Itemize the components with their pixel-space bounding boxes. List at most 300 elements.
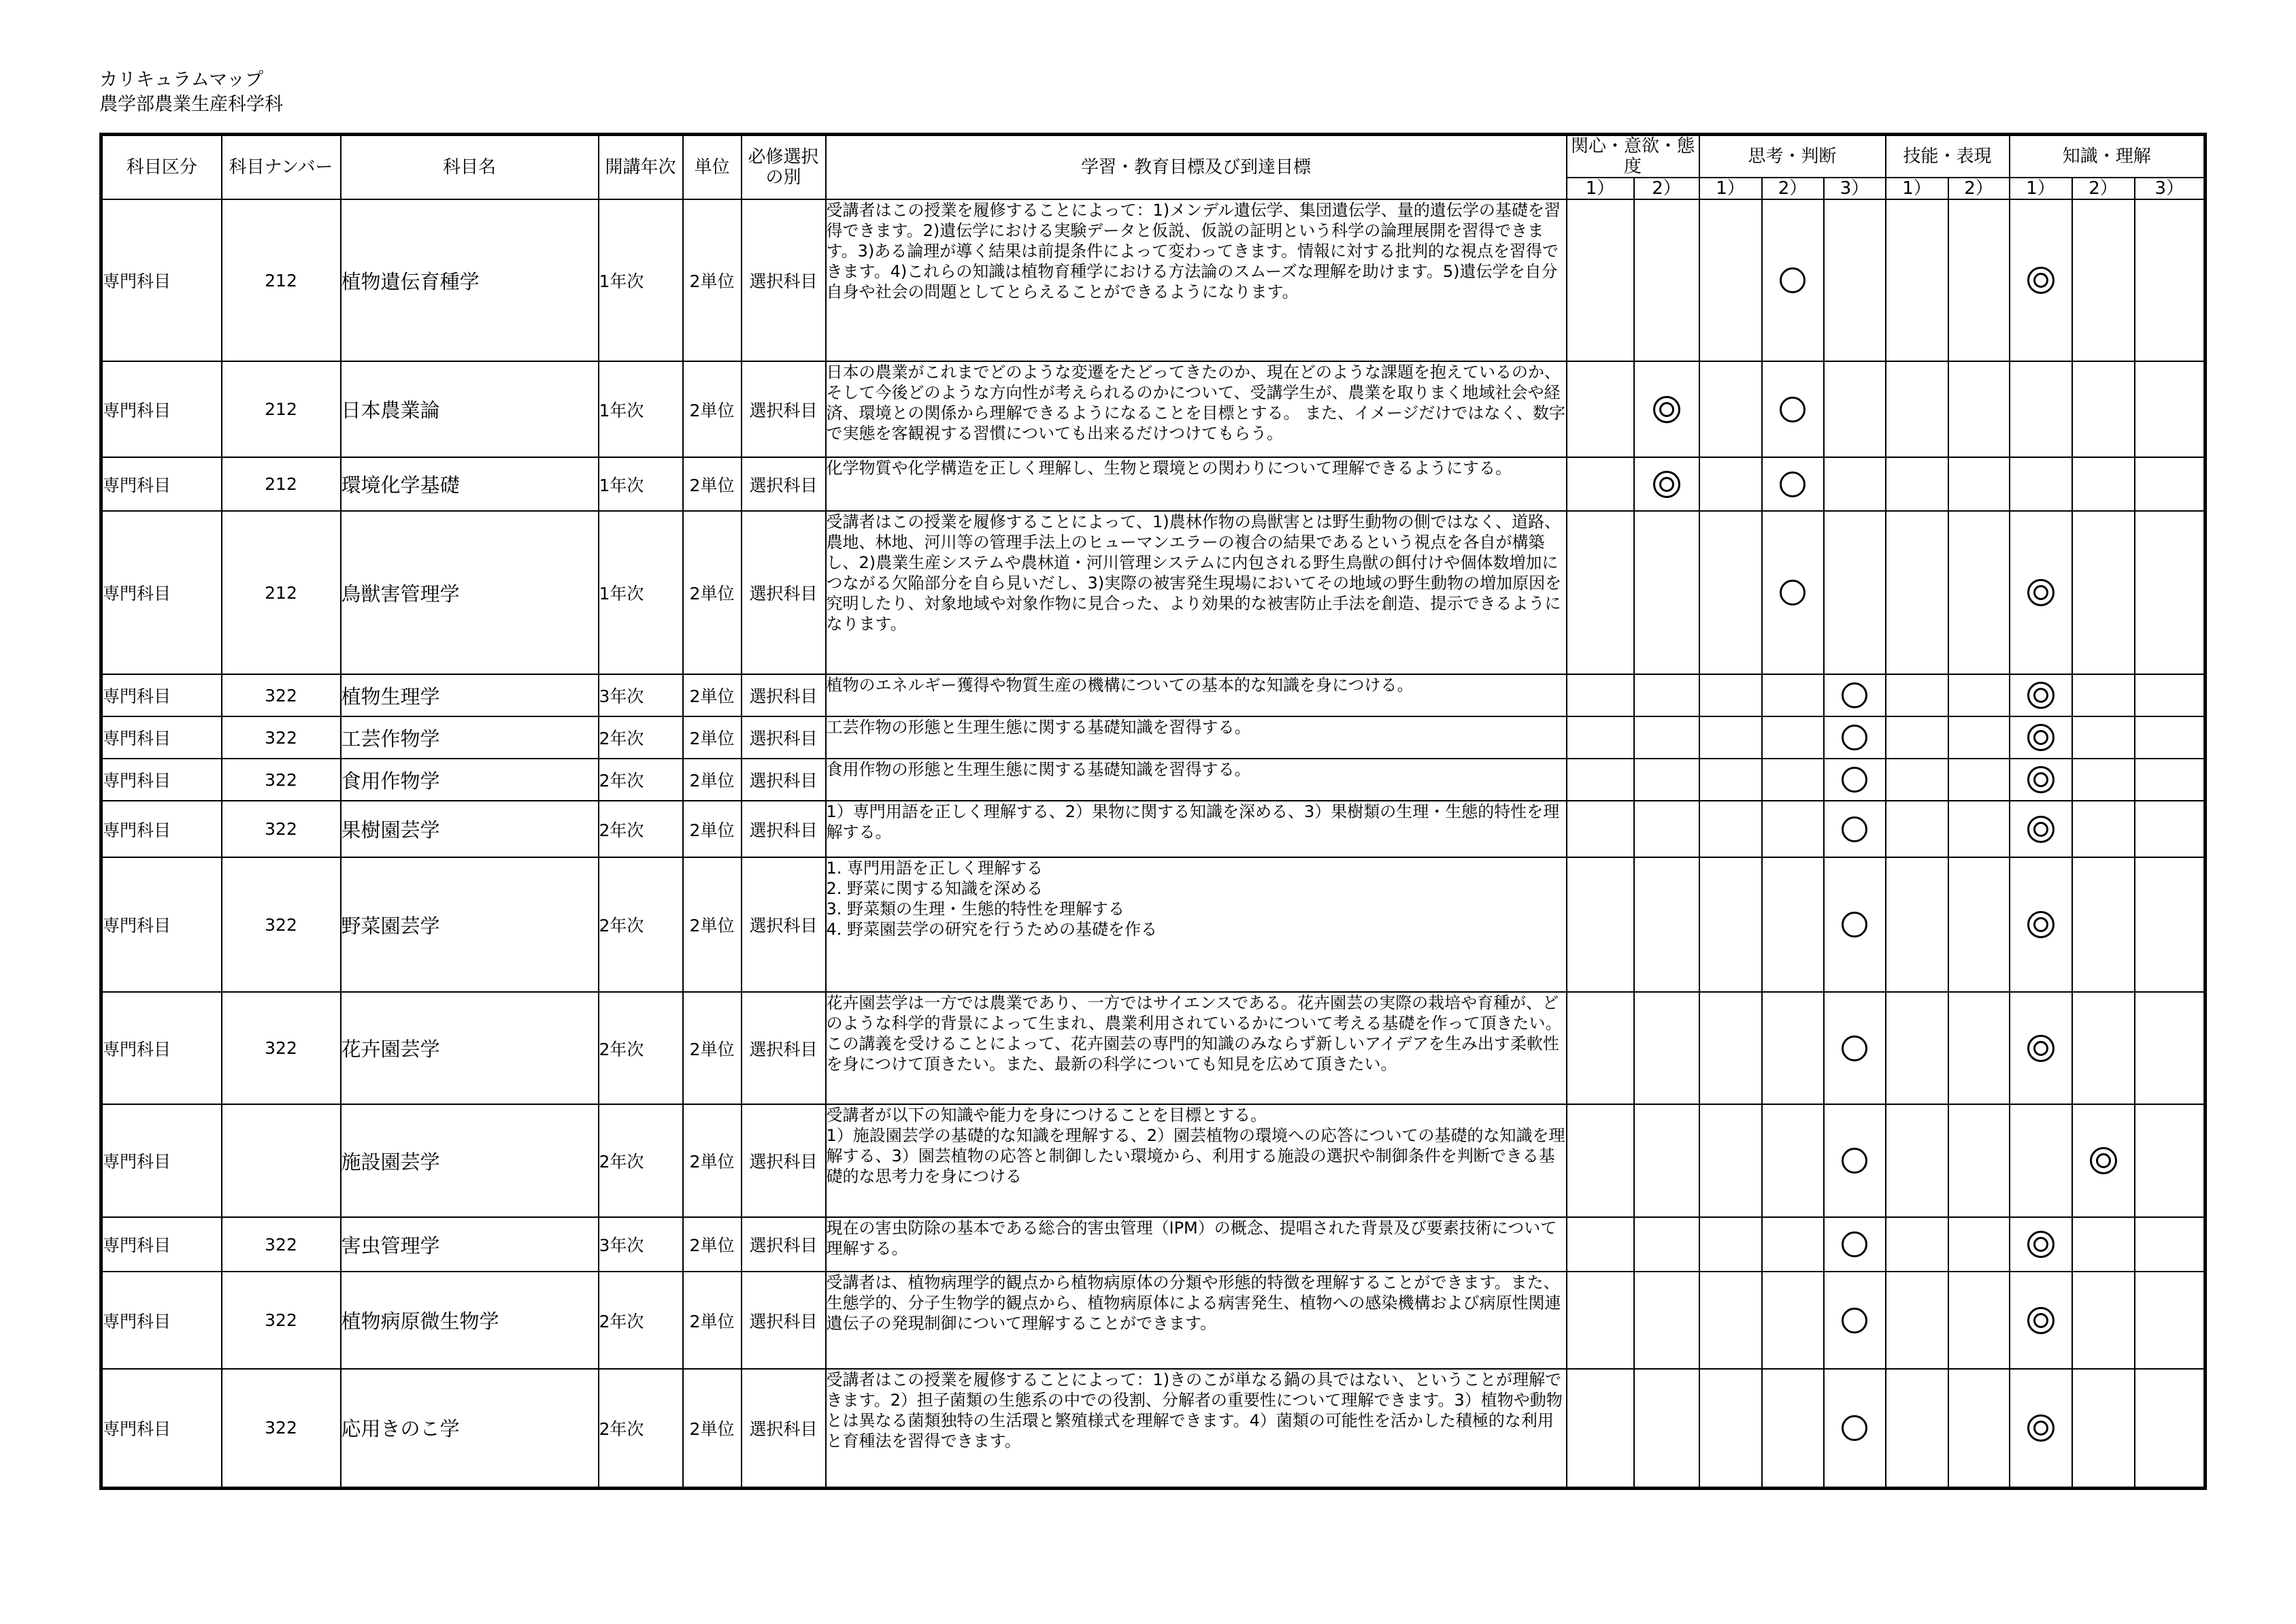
mark-cell bbox=[1699, 199, 1762, 361]
mark-cell bbox=[2072, 1369, 2135, 1488]
mark-cell bbox=[1824, 1369, 1886, 1488]
mark-cell bbox=[2072, 759, 2135, 801]
title-block bbox=[99, 68, 283, 117]
subheader-thinking-1: 1） bbox=[1699, 178, 1762, 199]
mark-cell bbox=[2010, 361, 2072, 457]
mark-cell bbox=[1886, 1369, 1948, 1488]
subject-required: 選択科目 bbox=[742, 674, 826, 716]
subject-required: 選択科目 bbox=[742, 1369, 826, 1488]
subheader-knowledge-3: 3） bbox=[2135, 178, 2206, 199]
double-circle-mark-icon bbox=[2027, 911, 2054, 938]
subject-number: 212 bbox=[222, 361, 341, 457]
mark-cell bbox=[1948, 1217, 2010, 1272]
subject-year: 1年次 bbox=[599, 199, 683, 361]
mark-cell bbox=[1762, 1217, 1824, 1272]
circle-mark-icon bbox=[1842, 816, 1867, 842]
double-circle-mark-icon bbox=[2027, 1035, 2054, 1062]
mark-cell bbox=[2072, 1217, 2135, 1272]
mark-cell bbox=[2010, 857, 2072, 992]
mark-cell bbox=[2072, 199, 2135, 361]
mark-cell bbox=[2010, 511, 2072, 674]
double-circle-mark-icon bbox=[1653, 471, 1680, 498]
subject-year: 2年次 bbox=[599, 759, 683, 801]
subject-name: 工芸作物学 bbox=[341, 716, 599, 759]
subject-number: 322 bbox=[222, 1272, 341, 1369]
subject-category: 専門科目 bbox=[101, 759, 222, 801]
mark-cell bbox=[1634, 457, 1699, 511]
mark-cell bbox=[1699, 716, 1762, 759]
circle-mark-icon bbox=[1842, 1231, 1867, 1257]
circle-mark-icon bbox=[1780, 397, 1806, 422]
subheader-thinking-2: 2） bbox=[1762, 178, 1824, 199]
curriculum-map-table bbox=[99, 133, 2207, 1490]
subject-credit: 2単位 bbox=[683, 1369, 742, 1488]
mark-cell bbox=[1634, 759, 1699, 801]
double-circle-mark-icon bbox=[2027, 1307, 2054, 1334]
mark-cell bbox=[1762, 1272, 1824, 1369]
mark-cell bbox=[1824, 1217, 1886, 1272]
subject-required: 選択科目 bbox=[742, 1272, 826, 1369]
mark-cell bbox=[1886, 1272, 1948, 1369]
double-circle-mark-icon bbox=[2027, 1231, 2054, 1258]
subheader-interest-1: 1） bbox=[1567, 178, 1634, 199]
mark-cell bbox=[2072, 457, 2135, 511]
subject-credit: 2単位 bbox=[683, 1104, 742, 1217]
subject-credit: 2単位 bbox=[683, 1272, 742, 1369]
table-row bbox=[101, 716, 2206, 759]
subject-objective: 化学物質や化学構造を正しく理解し、生物と環境との関わりについて理解できるようにする。 bbox=[826, 457, 1567, 511]
subject-year: 2年次 bbox=[599, 992, 683, 1104]
mark-cell bbox=[1762, 801, 1824, 857]
mark-cell bbox=[1762, 199, 1824, 361]
mark-cell bbox=[1948, 992, 2010, 1104]
mark-cell bbox=[2072, 1104, 2135, 1217]
mark-cell bbox=[1824, 716, 1886, 759]
subject-number: 212 bbox=[222, 199, 341, 361]
subject-credit: 2単位 bbox=[683, 674, 742, 716]
subject-category: 専門科目 bbox=[101, 361, 222, 457]
mark-cell bbox=[1634, 1104, 1699, 1217]
subject-credit: 2単位 bbox=[683, 857, 742, 992]
mark-cell bbox=[1699, 1217, 1762, 1272]
subject-name: 植物遺伝育種学 bbox=[341, 199, 599, 361]
mark-cell bbox=[2072, 992, 2135, 1104]
table-row bbox=[101, 199, 2206, 361]
subject-number: 322 bbox=[222, 992, 341, 1104]
circle-mark-icon bbox=[1842, 1148, 1867, 1174]
subject-category: 専門科目 bbox=[101, 801, 222, 857]
mark-cell bbox=[1762, 361, 1824, 457]
mark-cell bbox=[1699, 1369, 1762, 1488]
mark-cell bbox=[1567, 801, 1634, 857]
table-row bbox=[101, 1272, 2206, 1369]
table-row bbox=[101, 361, 2206, 457]
mark-cell bbox=[1634, 674, 1699, 716]
header-number: 科目ナンバー bbox=[222, 135, 341, 200]
subject-number: 322 bbox=[222, 857, 341, 992]
subject-category: 専門科目 bbox=[101, 716, 222, 759]
circle-mark-icon bbox=[1842, 682, 1867, 708]
double-circle-mark-icon bbox=[2090, 1147, 2117, 1174]
mark-cell bbox=[2135, 457, 2206, 511]
table-row bbox=[101, 992, 2206, 1104]
header-name: 科目名 bbox=[341, 135, 599, 200]
subject-name: 野菜園芸学 bbox=[341, 857, 599, 992]
mark-cell bbox=[1567, 457, 1634, 511]
subject-year: 3年次 bbox=[599, 674, 683, 716]
mark-cell bbox=[2135, 1217, 2206, 1272]
subject-objective: 現在の害虫防除の基本である総合的害虫管理（IPM）の概念、提唱された背景及び要素技術について理解する。 bbox=[826, 1217, 1567, 1272]
mark-cell bbox=[1948, 457, 2010, 511]
subject-required: 選択科目 bbox=[742, 801, 826, 857]
mark-cell bbox=[1762, 716, 1824, 759]
subject-credit: 2単位 bbox=[683, 361, 742, 457]
subject-required: 選択科目 bbox=[742, 1104, 826, 1217]
mark-cell bbox=[1567, 992, 1634, 1104]
subject-credit: 2単位 bbox=[683, 759, 742, 801]
double-circle-mark-icon bbox=[2027, 682, 2054, 709]
table-row bbox=[101, 511, 2206, 674]
subject-name: 応用きのこ学 bbox=[341, 1369, 599, 1488]
table-row bbox=[101, 674, 2206, 716]
mark-cell bbox=[1634, 716, 1699, 759]
mark-cell bbox=[1824, 1272, 1886, 1369]
subject-objective: 受講者はこの授業を履修することによって：1)メンデル遺伝学、集団遺伝学、量的遺伝学の基礎を習得できます。2)遺伝学における実験データと仮説、仮説の証明という科学の論理展開を習得できます。3)ある論理が導く結果は前提条件によって変わってきます。情報に対する批判的な視点を習得できます。4)これらの知識は植物育種学における方法論のスムーズな理解を助けます。5)遺伝学を自分自身や社会の問題としてとらえることができるようになります。 bbox=[826, 199, 1567, 361]
header-group-skill: 技能・表現 bbox=[1886, 135, 2010, 178]
circle-mark-icon bbox=[1842, 1415, 1867, 1441]
subject-objective: 1）専門用語を正しく理解する、2）果物に関する知識を深める、3）果樹類の生理・生態的特性を理解する。 bbox=[826, 801, 1567, 857]
mark-cell bbox=[2135, 1272, 2206, 1369]
subject-name: 植物病原微生物学 bbox=[341, 1272, 599, 1369]
subject-required: 選択科目 bbox=[742, 361, 826, 457]
mark-cell bbox=[1948, 857, 2010, 992]
subject-year: 2年次 bbox=[599, 801, 683, 857]
double-circle-mark-icon bbox=[2027, 724, 2054, 751]
mark-cell bbox=[2010, 1272, 2072, 1369]
header-year: 開講年次 bbox=[599, 135, 683, 200]
header-objectives: 学習・教育目標及び到達目標 bbox=[826, 135, 1567, 200]
mark-cell bbox=[1634, 1217, 1699, 1272]
mark-cell bbox=[1948, 511, 2010, 674]
mark-cell bbox=[2072, 1272, 2135, 1369]
mark-cell bbox=[1762, 857, 1824, 992]
mark-cell bbox=[1699, 759, 1762, 801]
mark-cell bbox=[1634, 511, 1699, 674]
page-subtitle: 農学部農業生産科学科 bbox=[99, 94, 283, 115]
subject-category: 専門科目 bbox=[101, 199, 222, 361]
subject-objective: 食用作物の形態と生理生態に関する基礎知識を習得する。 bbox=[826, 759, 1567, 801]
subject-objective: 花卉園芸学は一方では農業であり、一方ではサイエンスである。花卉園芸の実際の栽培や育種が、どのような科学的背景によって生まれ、農業利用されているかについて考える基礎を作って頂きたい。この講義を受けることによって、花卉園芸の専門的知識のみならず新しいアイデアを生み出す柔軟性を身につけて頂きたい。また、最新の科学についても知見を広めて頂きたい。 bbox=[826, 992, 1567, 1104]
mark-cell bbox=[1762, 759, 1824, 801]
mark-cell bbox=[1699, 457, 1762, 511]
mark-cell bbox=[2072, 361, 2135, 457]
circle-mark-icon bbox=[1842, 912, 1867, 938]
subject-credit: 2単位 bbox=[683, 199, 742, 361]
mark-cell bbox=[1762, 1104, 1824, 1217]
mark-cell bbox=[1699, 1272, 1762, 1369]
mark-cell bbox=[1762, 992, 1824, 1104]
mark-cell bbox=[1948, 801, 2010, 857]
mark-cell bbox=[2010, 759, 2072, 801]
mark-cell bbox=[1824, 801, 1886, 857]
subheader-knowledge-1: 1） bbox=[2010, 178, 2072, 199]
mark-cell bbox=[1948, 1369, 2010, 1488]
table-row bbox=[101, 857, 2206, 992]
subject-credit: 2単位 bbox=[683, 511, 742, 674]
subject-year: 3年次 bbox=[599, 1217, 683, 1272]
subheader-interest-2: 2） bbox=[1634, 178, 1699, 199]
subject-credit: 2単位 bbox=[683, 457, 742, 511]
mark-cell bbox=[1567, 511, 1634, 674]
mark-cell bbox=[2135, 1369, 2206, 1488]
subject-required: 選択科目 bbox=[742, 857, 826, 992]
subject-number bbox=[222, 1104, 341, 1217]
mark-cell bbox=[2010, 1217, 2072, 1272]
mark-cell bbox=[1567, 716, 1634, 759]
table-row bbox=[101, 1104, 2206, 1217]
mark-cell bbox=[1824, 199, 1886, 361]
header-category: 科目区分 bbox=[101, 135, 222, 200]
subject-objective: 受講者はこの授業を履修することによって：1)きのこが単なる鍋の具ではない、ということが理解できます。2）担子菌類の生態系の中での役割、分解者の重要性について理解できます。3）植物や動物とは異なる菌類独特の生活環と繁殖様式を理解できます。4）菌類の可能性を活かした積極的な利用と育種法を習得できます。 bbox=[826, 1369, 1567, 1488]
circle-mark-icon bbox=[1842, 1035, 1867, 1061]
mark-cell bbox=[2072, 716, 2135, 759]
subject-name: 施設園芸学 bbox=[341, 1104, 599, 1217]
mark-cell bbox=[1567, 857, 1634, 992]
subject-objective: 受講者は、植物病理学的観点から植物病原体の分類や形態的特徴を理解することができます。また、生態学的、分子生物学的観点から、植物病原体による病害発生、植物への感染機構および病原性関連遺伝子の発現制御について理解することができます。 bbox=[826, 1272, 1567, 1369]
mark-cell bbox=[1886, 716, 1948, 759]
double-circle-mark-icon bbox=[2027, 766, 2054, 793]
subject-required: 選択科目 bbox=[742, 457, 826, 511]
mark-cell bbox=[2135, 511, 2206, 674]
subject-category: 専門科目 bbox=[101, 857, 222, 992]
mark-cell bbox=[1634, 199, 1699, 361]
mark-cell bbox=[1948, 1104, 2010, 1217]
mark-cell bbox=[2010, 992, 2072, 1104]
mark-cell bbox=[2135, 361, 2206, 457]
subject-number: 322 bbox=[222, 759, 341, 801]
mark-cell bbox=[2135, 992, 2206, 1104]
mark-cell bbox=[1699, 361, 1762, 457]
subject-name: 果樹園芸学 bbox=[341, 801, 599, 857]
subject-name: 環境化学基礎 bbox=[341, 457, 599, 511]
subheader-thinking-3: 3） bbox=[1824, 178, 1886, 199]
circle-mark-icon bbox=[1780, 580, 1806, 606]
subject-number: 322 bbox=[222, 1217, 341, 1272]
mark-cell bbox=[2010, 716, 2072, 759]
mark-cell bbox=[2072, 801, 2135, 857]
table-row bbox=[101, 457, 2206, 511]
subject-credit: 2単位 bbox=[683, 801, 742, 857]
mark-cell bbox=[1762, 511, 1824, 674]
subject-category: 専門科目 bbox=[101, 1104, 222, 1217]
mark-cell bbox=[1567, 1104, 1634, 1217]
header-required: 必修選択の別 bbox=[742, 135, 826, 200]
mark-cell bbox=[2135, 199, 2206, 361]
mark-cell bbox=[1567, 361, 1634, 457]
circle-mark-icon bbox=[1842, 767, 1867, 793]
mark-cell bbox=[2010, 801, 2072, 857]
subject-category: 専門科目 bbox=[101, 511, 222, 674]
mark-cell bbox=[1567, 674, 1634, 716]
table-row bbox=[101, 1217, 2206, 1272]
mark-cell bbox=[1824, 457, 1886, 511]
mark-cell bbox=[1824, 674, 1886, 716]
subject-credit: 2単位 bbox=[683, 1217, 742, 1272]
mark-cell bbox=[1824, 1104, 1886, 1217]
subject-name: 日本農業論 bbox=[341, 361, 599, 457]
subject-category: 専門科目 bbox=[101, 992, 222, 1104]
mark-cell bbox=[1634, 1369, 1699, 1488]
mark-cell bbox=[1948, 361, 2010, 457]
subject-year: 2年次 bbox=[599, 1104, 683, 1217]
subject-required: 選択科目 bbox=[742, 716, 826, 759]
subheader-skill-2: 2） bbox=[1948, 178, 2010, 199]
subject-category: 専門科目 bbox=[101, 1272, 222, 1369]
mark-cell bbox=[1886, 199, 1948, 361]
header-group-thinking: 思考・判断 bbox=[1699, 135, 1886, 178]
mark-cell bbox=[1634, 801, 1699, 857]
subject-objective: 受講者が以下の知識や能力を身につけることを目標とする。 1）施設園芸学の基礎的な知識を理解する、2）園芸植物の環境への応答についての基礎的な知識を理解する、3）園芸植物の応答と制御したい環境から、利用する施設の選択や制御条件を判断できる基礎的な思考力を身につける bbox=[826, 1104, 1567, 1217]
mark-cell bbox=[1699, 511, 1762, 674]
mark-cell bbox=[1699, 857, 1762, 992]
mark-cell bbox=[2135, 759, 2206, 801]
page-title: カリキュラムマップ bbox=[99, 69, 264, 90]
header-group-knowledge: 知識・理解 bbox=[2010, 135, 2206, 178]
subject-name: 食用作物学 bbox=[341, 759, 599, 801]
subject-number: 322 bbox=[222, 1369, 341, 1488]
subject-year: 2年次 bbox=[599, 1272, 683, 1369]
subject-credit: 2単位 bbox=[683, 992, 742, 1104]
mark-cell bbox=[1634, 857, 1699, 992]
mark-cell bbox=[1886, 759, 1948, 801]
mark-cell bbox=[2010, 1104, 2072, 1217]
mark-cell bbox=[1824, 992, 1886, 1104]
subject-name: 植物生理学 bbox=[341, 674, 599, 716]
circle-mark-icon bbox=[1842, 1308, 1867, 1333]
mark-cell bbox=[2135, 857, 2206, 992]
subject-year: 2年次 bbox=[599, 1369, 683, 1488]
mark-cell bbox=[1886, 457, 1948, 511]
mark-cell bbox=[1948, 716, 2010, 759]
subject-year: 1年次 bbox=[599, 361, 683, 457]
mark-cell bbox=[1948, 674, 2010, 716]
mark-cell bbox=[1634, 361, 1699, 457]
mark-cell bbox=[1762, 1369, 1824, 1488]
mark-cell bbox=[1886, 1104, 1948, 1217]
mark-cell bbox=[1567, 1217, 1634, 1272]
subject-number: 322 bbox=[222, 801, 341, 857]
mark-cell bbox=[1762, 674, 1824, 716]
subject-objective: 植物のエネルギー獲得や物質生産の機構についての基本的な知識を身につける。 bbox=[826, 674, 1567, 716]
mark-cell bbox=[1699, 992, 1762, 1104]
subject-required: 選択科目 bbox=[742, 199, 826, 361]
subject-name: 花卉園芸学 bbox=[341, 992, 599, 1104]
subject-category: 専門科目 bbox=[101, 457, 222, 511]
mark-cell bbox=[1567, 1369, 1634, 1488]
subject-objective: 工芸作物の形態と生理生態に関する基礎知識を習得する。 bbox=[826, 716, 1567, 759]
circle-mark-icon bbox=[1842, 725, 1867, 750]
subject-category: 専門科目 bbox=[101, 1217, 222, 1272]
subject-year: 1年次 bbox=[599, 511, 683, 674]
mark-cell bbox=[1886, 857, 1948, 992]
double-circle-mark-icon bbox=[2027, 267, 2054, 294]
mark-cell bbox=[1886, 801, 1948, 857]
subject-category: 専門科目 bbox=[101, 674, 222, 716]
header-credit: 単位 bbox=[683, 135, 742, 200]
subject-name: 鳥獣害管理学 bbox=[341, 511, 599, 674]
mark-cell bbox=[1567, 199, 1634, 361]
mark-cell bbox=[2135, 1104, 2206, 1217]
mark-cell bbox=[1824, 511, 1886, 674]
table-row bbox=[101, 1369, 2206, 1488]
mark-cell bbox=[1824, 857, 1886, 992]
mark-cell bbox=[2135, 801, 2206, 857]
mark-cell bbox=[1634, 1272, 1699, 1369]
mark-cell bbox=[1886, 511, 1948, 674]
mark-cell bbox=[1948, 199, 2010, 361]
mark-cell bbox=[2010, 199, 2072, 361]
table-row bbox=[101, 801, 2206, 857]
double-circle-mark-icon bbox=[2027, 579, 2054, 606]
subject-year: 2年次 bbox=[599, 716, 683, 759]
mark-cell bbox=[1824, 759, 1886, 801]
double-circle-mark-icon bbox=[2027, 1414, 2054, 1442]
mark-cell bbox=[1948, 759, 2010, 801]
subject-objective: 受講者はこの授業を履修することによって、1)農林作物の鳥獣害とは野生動物の側ではなく、道路、農地、林地、河川等の管理手法上のヒューマンエラーの複合の結果であるという視点を各自が構築し、2)農業生産システムや農林道・河川管理システムに内包される野生鳥獣の餌付けや個体数増加につながる欠陥部分を自ら見いだし、3)実際の被害発生現場においてその地域の野生動物の増加原因を究明したり、対象地域や対象作物に見合った、より効果的な被害防止手法を創造、提示できるようになります。 bbox=[826, 511, 1567, 674]
mark-cell bbox=[1567, 1272, 1634, 1369]
mark-cell bbox=[2072, 674, 2135, 716]
table-row bbox=[101, 759, 2206, 801]
header-group-interest: 関心・意欲・態度 bbox=[1567, 135, 1699, 178]
mark-cell bbox=[1824, 361, 1886, 457]
subheader-knowledge-2: 2） bbox=[2072, 178, 2135, 199]
subject-credit: 2単位 bbox=[683, 716, 742, 759]
mark-cell bbox=[1886, 1217, 1948, 1272]
subject-year: 2年次 bbox=[599, 857, 683, 992]
mark-cell bbox=[1886, 992, 1948, 1104]
subject-required: 選択科目 bbox=[742, 511, 826, 674]
mark-cell bbox=[1699, 1104, 1762, 1217]
mark-cell bbox=[2135, 716, 2206, 759]
mark-cell bbox=[1699, 674, 1762, 716]
mark-cell bbox=[1886, 361, 1948, 457]
mark-cell bbox=[2135, 674, 2206, 716]
circle-mark-icon bbox=[1780, 471, 1806, 497]
subject-number: 322 bbox=[222, 674, 341, 716]
subject-number: 322 bbox=[222, 716, 341, 759]
mark-cell bbox=[2010, 1369, 2072, 1488]
mark-cell bbox=[2072, 857, 2135, 992]
subject-year: 1年次 bbox=[599, 457, 683, 511]
subject-required: 選択科目 bbox=[742, 1217, 826, 1272]
mark-cell bbox=[2010, 674, 2072, 716]
subject-objective: 1. 専門用語を正しく理解する 2. 野菜に関する知識を深める 3. 野菜類の生理・生態的特性を理解する 4. 野菜園芸学の研究を行うための基礎を作る bbox=[826, 857, 1567, 992]
subject-required: 選択科目 bbox=[742, 992, 826, 1104]
subject-number: 212 bbox=[222, 457, 341, 511]
subject-required: 選択科目 bbox=[742, 759, 826, 801]
mark-cell bbox=[1762, 457, 1824, 511]
subject-objective: 日本の農業がこれまでどのような変遷をたどってきたのか、現在どのような課題を抱えているのか、そして今後どのような方向性が考えられるのかについて、受講学生が、農業を取りまく地域社会や経済、環境との関係から理解できるようになることを目標とする。 また、イメージだけではなく、数字で実態を客観視する習慣についても出来るだけつけてもらう。 bbox=[826, 361, 1567, 457]
mark-cell bbox=[1948, 1272, 2010, 1369]
mark-cell bbox=[1699, 801, 1762, 857]
mark-cell bbox=[1634, 992, 1699, 1104]
subheader-skill-1: 1） bbox=[1886, 178, 1948, 199]
subject-number: 212 bbox=[222, 511, 341, 674]
mark-cell bbox=[1886, 674, 1948, 716]
mark-cell bbox=[1567, 759, 1634, 801]
circle-mark-icon bbox=[1780, 267, 1806, 293]
mark-cell bbox=[2010, 457, 2072, 511]
